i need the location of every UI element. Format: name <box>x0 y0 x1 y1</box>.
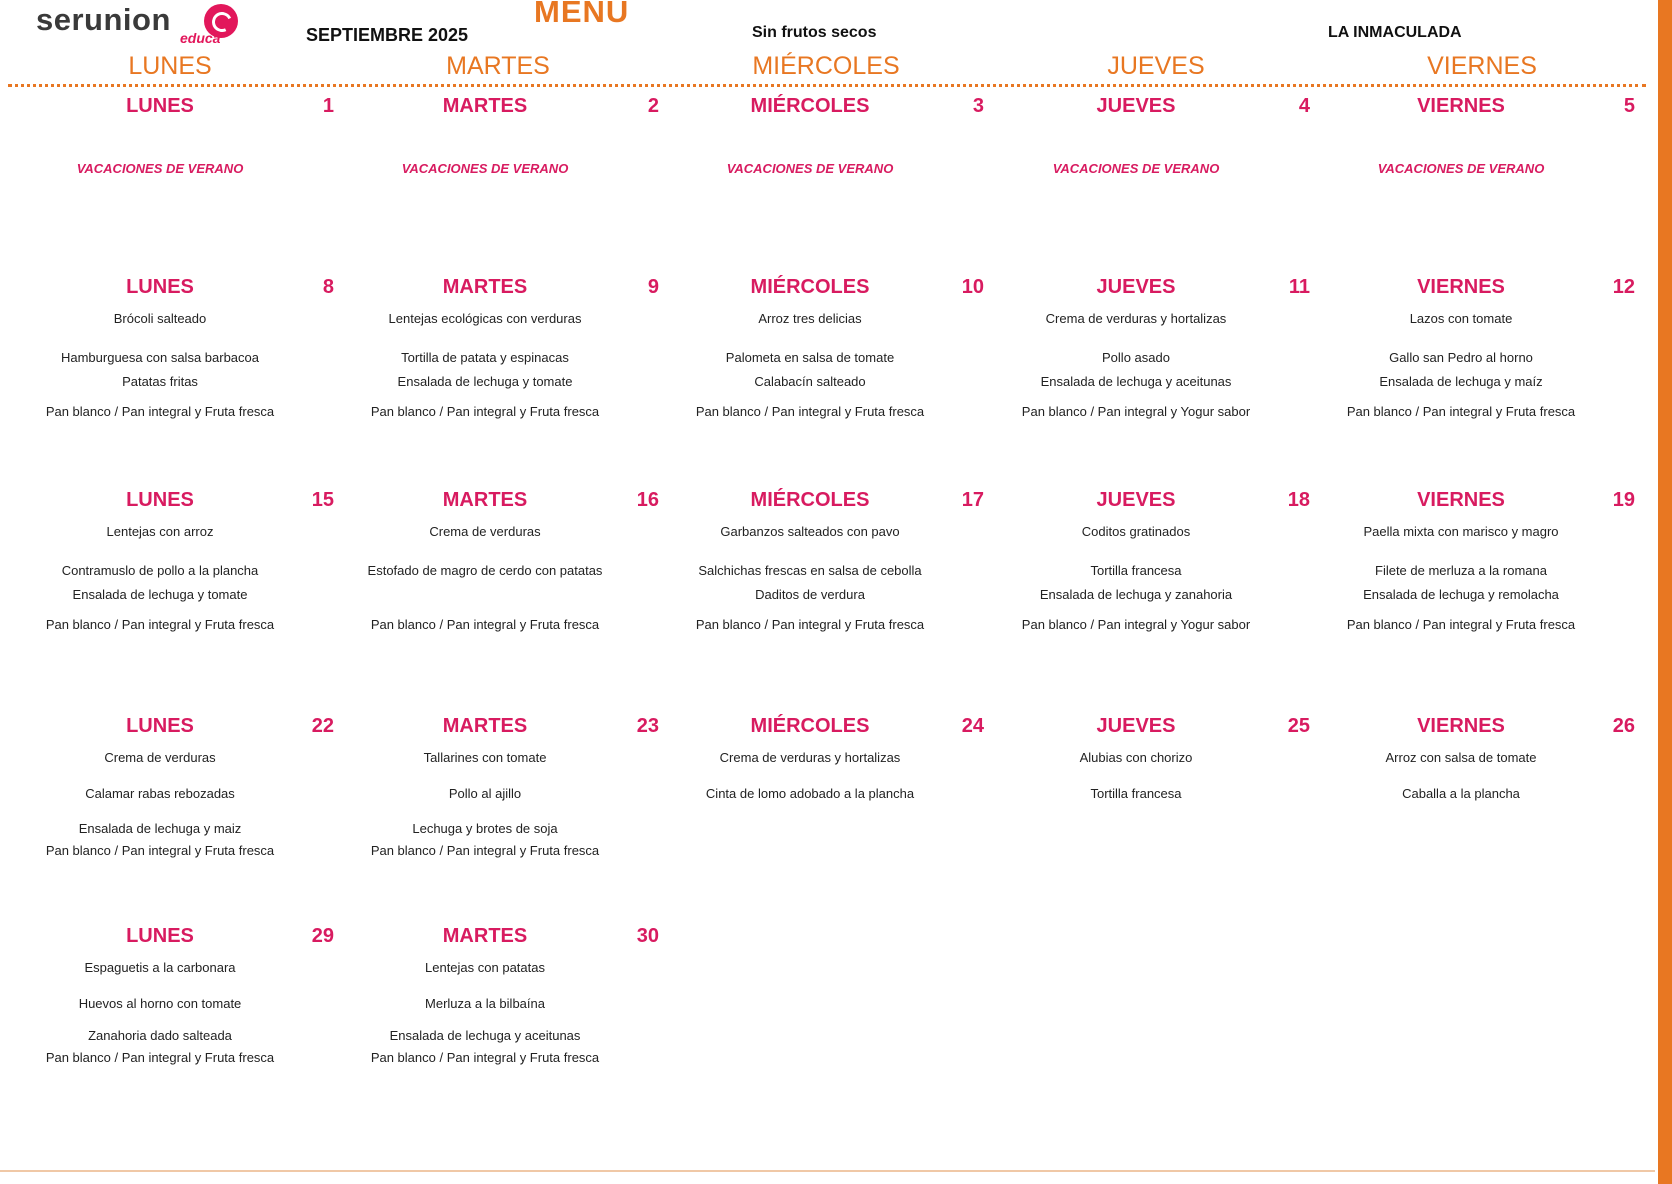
day-number: 15 <box>311 489 334 511</box>
dessert-line: Pan blanco / Pan integral y Yogur sabor <box>1021 404 1251 419</box>
day-cell <box>40 925 340 1115</box>
dish-line: Crema de verduras <box>429 524 541 539</box>
dish-line: Brócoli salteado <box>113 311 207 326</box>
dish-line: Garbanzos salteados con pavo <box>720 524 900 539</box>
day-number: 8 <box>322 276 334 298</box>
day-name: LUNES <box>126 715 194 737</box>
dish-line: Contramuslo de pollo a la plancha <box>61 563 259 578</box>
dish-line: Arroz tres delicias <box>758 311 862 326</box>
day-number: 5 <box>1623 95 1635 117</box>
day-number: 24 <box>961 715 984 737</box>
dish-line: Lentejas ecológicas con verduras <box>388 311 582 326</box>
day-name: JUEVES <box>1096 715 1176 737</box>
day-name: VIERNES <box>1417 715 1505 737</box>
day-number: 29 <box>311 925 334 947</box>
day-number: 30 <box>636 925 659 947</box>
day-cell <box>1016 715 1316 905</box>
dish-line: Ensalada de lechuga y remolacha <box>1363 587 1559 602</box>
day-name: JUEVES <box>1096 95 1176 117</box>
day-name: JUEVES <box>1096 276 1176 298</box>
day-name: MIÉRCOLES <box>750 95 870 117</box>
dish-line: Zanahoria dado salteada <box>88 1028 232 1043</box>
dish-line: Palometa en salsa de tomate <box>725 350 895 365</box>
dish-line: Tortilla de patata y espinacas <box>401 350 569 365</box>
dessert-line: Pan blanco / Pan integral y Fruta fresca <box>695 617 925 632</box>
dessert-line: Pan blanco / Pan integral y Fruta fresca <box>695 404 925 419</box>
vacation-label: VACACIONES DE VERANO <box>1377 161 1545 176</box>
dish-line: Tortilla francesa <box>1090 786 1182 801</box>
day-cell <box>40 276 340 466</box>
dish-line: Ensalada de lechuga y tomate <box>397 374 573 389</box>
dish-line: Lentejas con patatas <box>425 960 545 975</box>
dish-line: Lechuga y brotes de soja <box>412 821 558 836</box>
day-name: LUNES <box>126 95 194 117</box>
vacation-label: VACACIONES DE VERANO <box>76 161 244 176</box>
dish-line: Ensalada de lechuga y maiz <box>78 821 242 836</box>
day-cell <box>365 95 665 285</box>
day-number: 11 <box>1288 276 1310 298</box>
weekday-header-miercoles: MIÉRCOLES <box>752 52 900 80</box>
day-cell <box>1341 715 1641 905</box>
dish-line: Tallarines con tomate <box>423 750 547 765</box>
dish-line: Gallo san Pedro al horno <box>1389 350 1533 365</box>
day-cell <box>365 925 665 1115</box>
dish-line: Filete de merluza a la romana <box>1375 563 1547 578</box>
logo-word: serunion <box>36 2 171 37</box>
day-number: 19 <box>1612 489 1635 511</box>
dish-line: Hamburguesa con salsa barbacoa <box>60 350 259 365</box>
day-name: MARTES <box>442 489 528 511</box>
day-number: 10 <box>961 276 984 298</box>
day-name: MIÉRCOLES <box>750 489 870 511</box>
dessert-line: Pan blanco / Pan integral y Fruta fresca <box>1346 404 1576 419</box>
day-name: VIERNES <box>1417 489 1505 511</box>
dish-line: Pollo asado <box>1102 350 1170 365</box>
dessert-line: Pan blanco / Pan integral y Fruta fresca <box>45 1050 275 1065</box>
dish-line: Cinta de lomo adobado a la plancha <box>705 786 915 801</box>
dessert-line: Pan blanco / Pan integral y Fruta fresca <box>1346 617 1576 632</box>
dish-line: Calabacín salteado <box>754 374 866 389</box>
day-number: 22 <box>311 715 334 737</box>
dish-line: Ensalada de lechuga y aceitunas <box>1040 374 1232 389</box>
dish-line: Salchichas frescas en salsa de cebolla <box>698 563 922 578</box>
header-divider <box>8 84 1646 87</box>
dish-line: Crema de verduras y hortalizas <box>1045 311 1227 326</box>
dessert-line: Pan blanco / Pan integral y Fruta fresca <box>370 404 600 419</box>
day-cell <box>1341 95 1641 285</box>
dish-line: Lazos con tomate <box>1409 311 1513 326</box>
day-name: MARTES <box>442 715 528 737</box>
day-cell <box>1016 95 1316 285</box>
day-cell <box>1016 489 1316 679</box>
dish-line: Ensalada de lechuga y tomate <box>72 587 248 602</box>
day-number: 23 <box>636 715 659 737</box>
dish-line: Ensalada de lechuga y aceitunas <box>389 1028 581 1043</box>
dessert-line: Pan blanco / Pan integral y Fruta fresca <box>45 843 275 858</box>
dessert-line: Pan blanco / Pan integral y Fruta fresca <box>370 1050 600 1065</box>
day-cell <box>365 489 665 679</box>
dish-line: Estofado de magro de cerdo con patatas <box>367 563 603 578</box>
dish-line: Tortilla francesa <box>1090 563 1182 578</box>
day-number: 1 <box>322 95 334 117</box>
dessert-line: Pan blanco / Pan integral y Fruta fresca <box>45 404 275 419</box>
day-cell <box>1016 276 1316 466</box>
dessert-line: Pan blanco / Pan integral y Fruta fresca <box>45 617 275 632</box>
vacation-label: VACACIONES DE VERANO <box>1052 161 1220 176</box>
logo-sub: educa <box>180 30 221 46</box>
day-cell <box>690 95 990 285</box>
diet-note: Sin frutos secos <box>752 24 877 41</box>
day-name: MIÉRCOLES <box>750 276 870 298</box>
weekday-header-martes: MARTES <box>446 52 550 80</box>
dish-line: Pollo al ajillo <box>448 786 522 801</box>
day-number: 12 <box>1612 276 1635 298</box>
dish-line: Paella mixta con marisco y magro <box>1363 524 1559 539</box>
dish-line: Ensalada de lechuga y maíz <box>1379 374 1543 389</box>
dish-line: Ensalada de lechuga y zanahoria <box>1039 587 1233 602</box>
day-number: 2 <box>647 95 659 117</box>
dish-line: Alubias con chorizo <box>1079 750 1193 765</box>
dish-line: Patatas fritas <box>122 374 198 389</box>
dessert-line: Pan blanco / Pan integral y Fruta fresca <box>370 617 600 632</box>
bottom-edge-line <box>0 1170 1655 1172</box>
dish-line: Coditos gratinados <box>1081 524 1191 539</box>
day-cell <box>690 489 990 679</box>
day-number: 3 <box>972 95 984 117</box>
dish-line: Daditos de verdura <box>755 587 865 602</box>
month-label: SEPTIEMBRE 2025 <box>306 25 469 45</box>
dish-line: Caballa a la plancha <box>1402 786 1520 801</box>
day-number: 9 <box>647 276 659 298</box>
weekday-header-lunes: LUNES <box>128 52 212 80</box>
day-name: MARTES <box>442 95 528 117</box>
menu-title: MENU <box>534 0 630 29</box>
serunion-logo <box>36 2 246 44</box>
dessert-line: Pan blanco / Pan integral y Yogur sabor <box>1021 617 1251 632</box>
vacation-label: VACACIONES DE VERANO <box>401 161 569 176</box>
day-cell <box>365 276 665 466</box>
weekday-header-jueves: JUEVES <box>1107 52 1205 80</box>
day-name: VIERNES <box>1417 276 1505 298</box>
right-edge-bar <box>1658 0 1672 1184</box>
day-name: MIÉRCOLES <box>750 715 870 737</box>
day-number: 17 <box>961 489 984 511</box>
day-cell <box>690 715 990 905</box>
dish-line: Arroz con salsa de tomate <box>1385 750 1537 765</box>
day-cell <box>40 95 340 285</box>
day-name: JUEVES <box>1096 489 1176 511</box>
dish-line: Crema de verduras <box>104 750 216 765</box>
day-cell <box>365 715 665 905</box>
dish-line: Espaguetis a la carbonara <box>84 960 236 975</box>
day-name: MARTES <box>442 925 528 947</box>
day-number: 18 <box>1287 489 1310 511</box>
day-name: LUNES <box>126 276 194 298</box>
day-cell <box>1341 489 1641 679</box>
day-cell <box>40 489 340 679</box>
day-number: 26 <box>1612 715 1635 737</box>
vacation-label: VACACIONES DE VERANO <box>726 161 894 176</box>
day-number: 25 <box>1287 715 1310 737</box>
day-number: 4 <box>1298 95 1310 117</box>
day-name: VIERNES <box>1417 95 1505 117</box>
dish-line: Calamar rabas rebozadas <box>85 786 235 801</box>
dish-line: Lentejas con arroz <box>106 524 214 539</box>
day-name: LUNES <box>126 489 194 511</box>
dish-line: Huevos al horno con tomate <box>78 996 242 1011</box>
dish-line: Crema de verduras y hortalizas <box>719 750 901 765</box>
day-number: 16 <box>636 489 659 511</box>
dessert-line: Pan blanco / Pan integral y Fruta fresca <box>370 843 600 858</box>
dish-line: Merluza a la bilbaína <box>425 996 545 1011</box>
day-cell <box>1341 276 1641 466</box>
day-name: LUNES <box>126 925 194 947</box>
school-name: LA INMACULADA <box>1328 24 1462 41</box>
day-cell <box>40 715 340 905</box>
day-name: MARTES <box>442 276 528 298</box>
day-cell <box>690 276 990 466</box>
weekday-header-viernes: VIERNES <box>1427 52 1537 80</box>
